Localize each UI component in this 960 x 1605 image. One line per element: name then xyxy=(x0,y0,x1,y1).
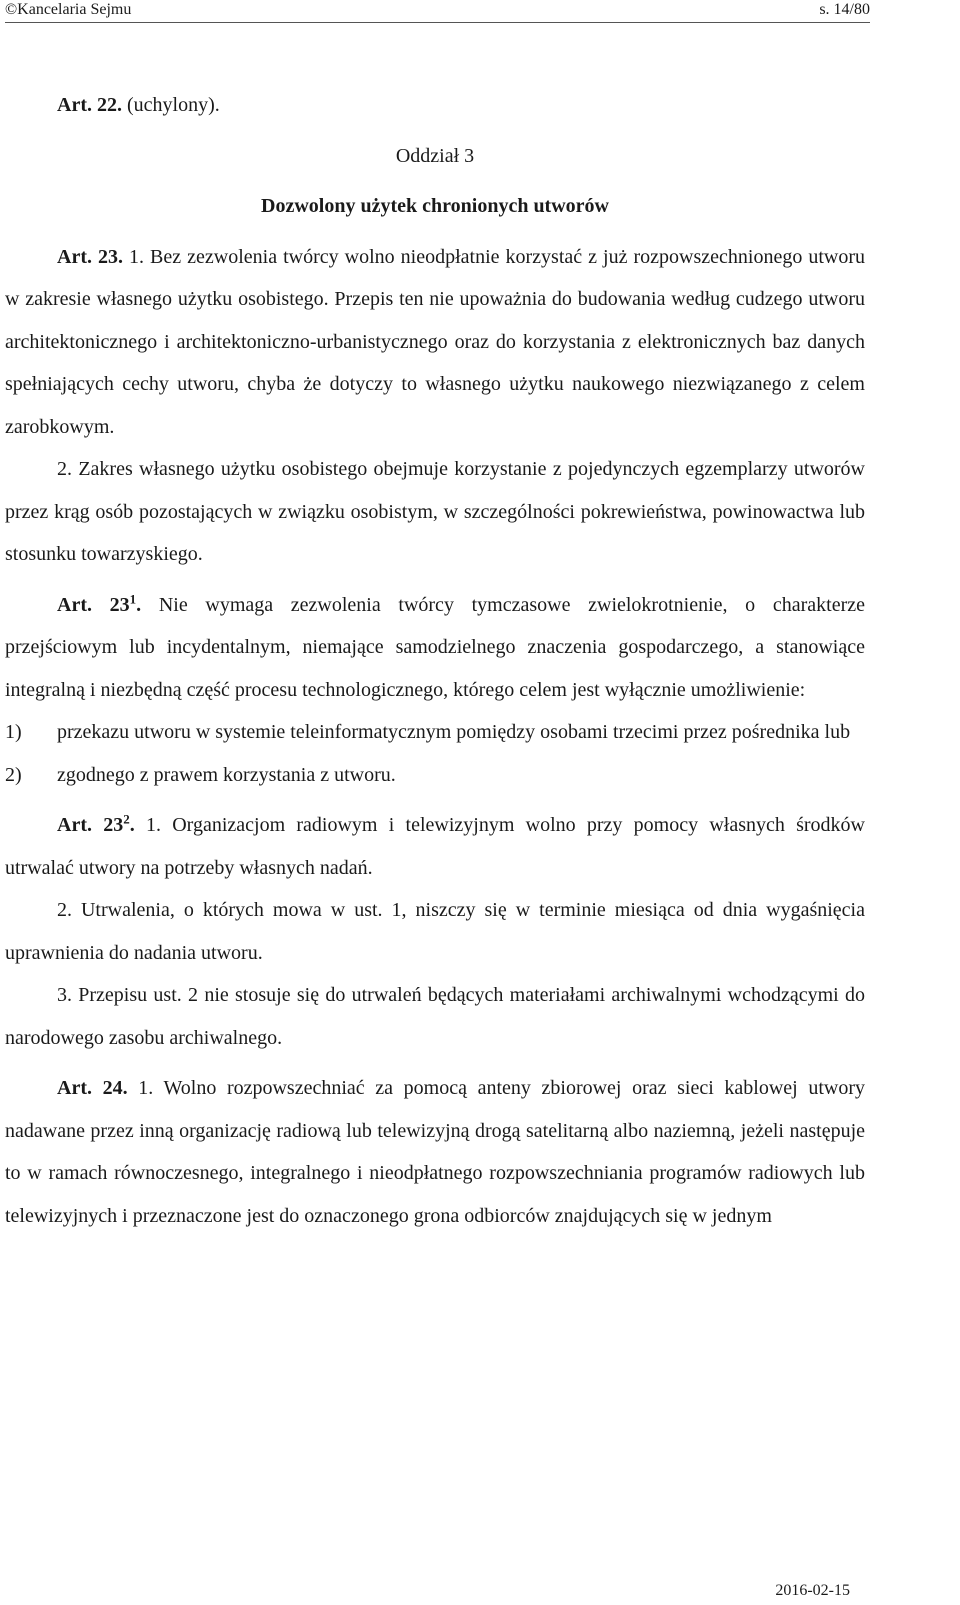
footer-date: 2016-02-15 xyxy=(775,1582,850,1599)
article-23-1 xyxy=(5,584,865,712)
article-24-text: 1. Wolno rozpowszechniać za pomocą anteny zbiorowej oraz sieci kablowej utwory nadawane przez inną organizację radiową lub telewizyjną drogą satelitarną albo naziemną, jeżeli następuje to w ramach równoczesnego, integralnego i nieodpłatnego rozpowszechniania programów radiowych lub telewizyjnych i przeznaczone jest do oznaczonego grona odbiorców znajdujących się w jednym xyxy=(5,1077,865,1227)
list-item xyxy=(5,754,865,797)
article-24-label: Art. 24. xyxy=(57,1077,128,1099)
article-23-2-paragraph-1 xyxy=(5,804,865,889)
article-23-label: Art. 23. xyxy=(57,245,123,268)
article-23-1-text: Nie wymaga zezwolenia twórcy tymczasowe zwielokrotnienie, o charakterze przejściowym lub incydentalnym, niemające samodzielnego znaczenia gospodarczego, a stanowiące integralną i niezbędną część procesu technologicznego, którego celem jest wyłącznie umożliwienie: xyxy=(5,593,865,701)
article-23-1-label-dot: . xyxy=(136,593,142,616)
header-page-number: s. 14/80 xyxy=(819,1,870,18)
division-number: Oddział 3 xyxy=(395,144,475,167)
list-item-number: 1) xyxy=(5,721,22,743)
article-23-1-label xyxy=(57,590,142,616)
article-24-paragraph-1 xyxy=(5,1067,865,1237)
list-item-text: zgodnego z prawem korzystania z utworu. xyxy=(57,763,396,786)
article-23-1-label-text: Art. 23 xyxy=(57,593,130,616)
document-body xyxy=(5,84,865,1237)
division-title-text: Dozwolony użytek chronionych utworów xyxy=(261,195,609,217)
article-23-2-label xyxy=(57,811,135,836)
article-22-label: Art. 22. xyxy=(57,94,122,116)
list-item-text: przekazu utworu w systemie teleinformatycznym pomiędzy osobami trzecimi przez pośrednika lub xyxy=(57,721,851,743)
header-source: ©Kancelaria Sejmu xyxy=(5,1,132,18)
article-23-2-p1-text: 1. Organizacjom radiowym i telewizyjnym wolno przy pomocy własnych środków utrwalać utwory na potrzeby własnych nadań. xyxy=(5,814,865,879)
article-23-1-superscript: 1 xyxy=(129,590,137,606)
list-item-number: 2) xyxy=(5,763,22,786)
article-23-2-paragraph-3: 3. Przepisu ust. 2 nie stosuje się do utrwaleń będących materiałami archiwalnymi wchodzącymi do narodowego zasobu archiwalnego. xyxy=(5,984,865,1049)
article-23-paragraph-1 xyxy=(5,236,865,449)
article-23-paragraph-2: 2. Zakres własnego użytku osobistego obejmuje korzystanie z pojedynczych egzemplarzy utworów przez krąg osób pozostających w związku osobistym, w szczególności pokrewieństwa, powinowactwa lub stosunku towarzyskiego. xyxy=(5,458,865,565)
page-header xyxy=(0,0,870,20)
header-divider xyxy=(5,22,870,23)
article-22 xyxy=(5,84,865,127)
article-23-2-superscript: 2 xyxy=(123,811,130,827)
article-23-p1-text: 1. Bez zezwolenia twórcy wolno nieodpłatnie korzystać z już rozpowszechnionego utworu w zakresie własnego użytku osobistego. Przepis ten nie upoważnia do budowania według cudzego utworu architektonicznego i architektoniczno-urbanistycznego oraz do korzystania z elektronicznych baz danych spełniających cechy utworu, chyba że dotyczy to własnego użytku naukowego niezwiązanego z celem zarobkowym. xyxy=(5,245,866,438)
division-title xyxy=(5,185,865,228)
article-23-2-paragraph-2: 2. Utrwalenia, o których mowa w ust. 1, niszczy się w terminie miesiąca od dnia wygaśnięcia uprawnienia do nadania utworu. xyxy=(5,899,865,964)
article-23-2-label-text: Art. 23 xyxy=(57,814,124,836)
article-22-text: (uchylony). xyxy=(121,94,220,116)
list-item xyxy=(5,711,865,754)
article-23-2-label-dot: . xyxy=(129,814,135,836)
